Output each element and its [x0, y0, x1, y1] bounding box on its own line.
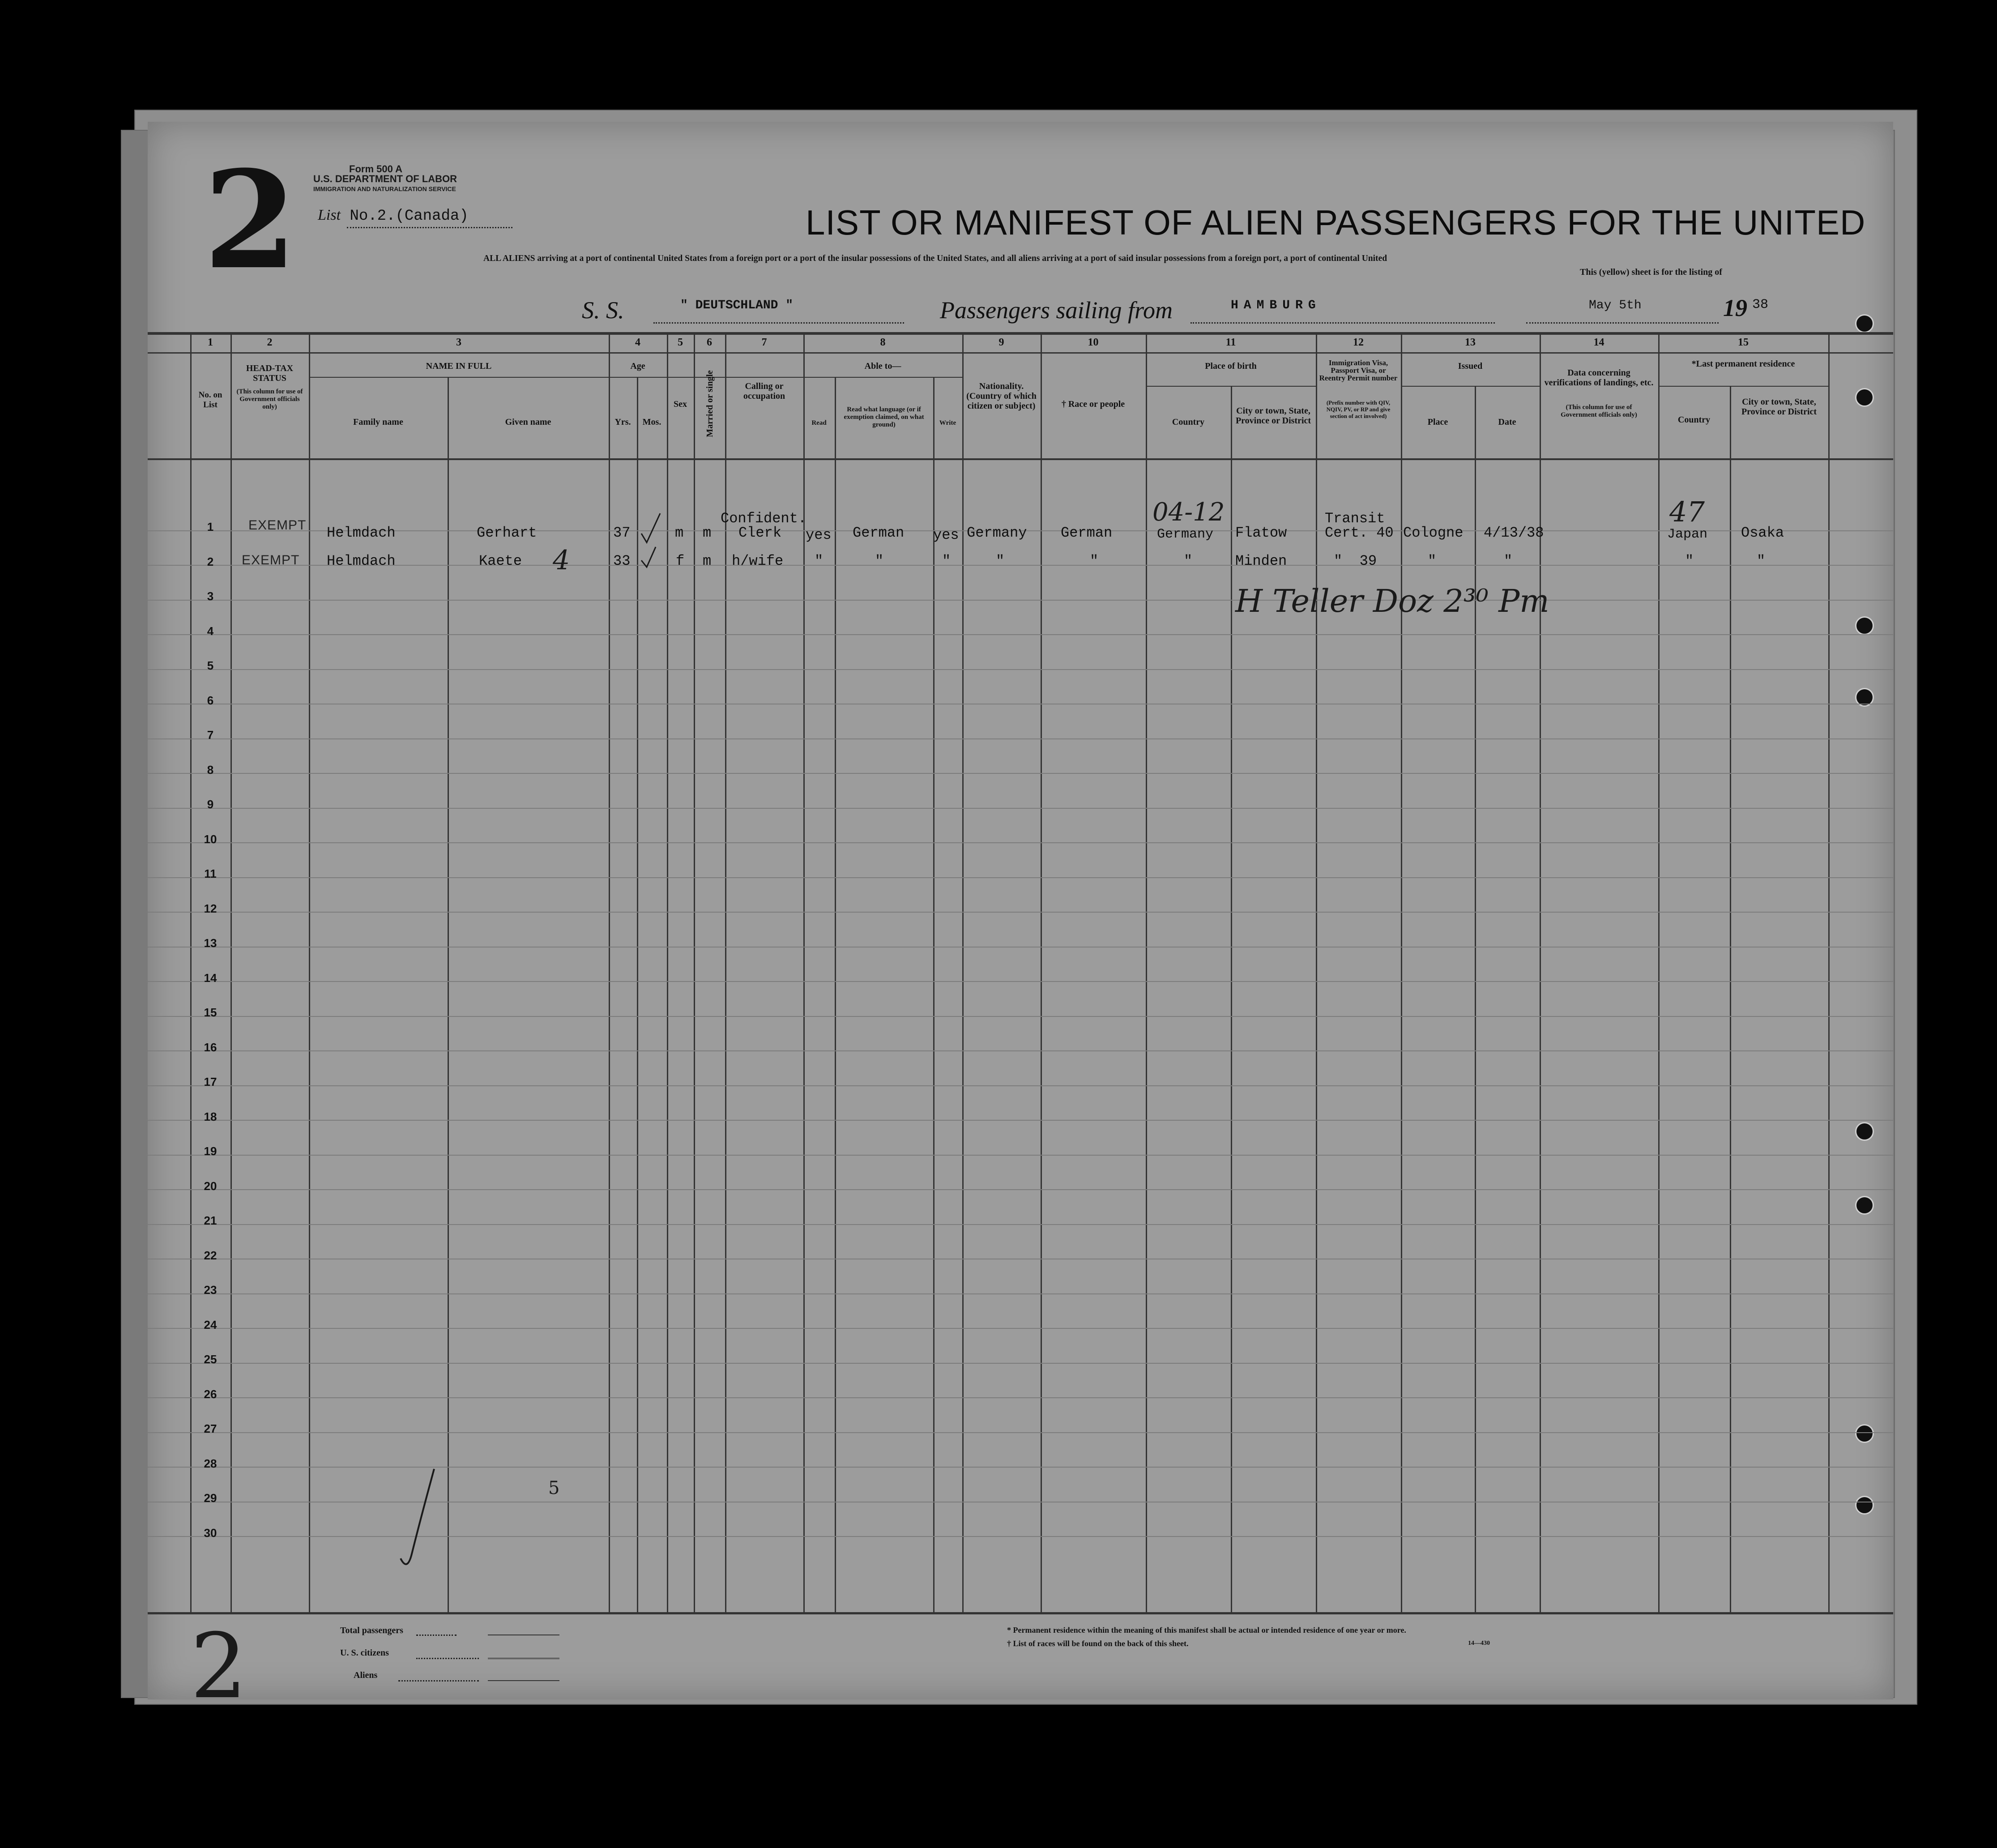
age-years: 33	[613, 553, 631, 569]
row-number: 26	[204, 1387, 217, 1401]
hdr-data-concerning: Data concerning verifications of landings, etc.	[1544, 368, 1654, 388]
colnum-divider	[148, 352, 1893, 354]
hdr-issued: Issued	[1458, 361, 1483, 371]
row-number: 14	[204, 971, 217, 985]
hdr-read-language: Read what language (or if exemption claimed, on what ground)	[844, 406, 924, 428]
can-write: yes	[933, 527, 959, 543]
check-mark-icon	[638, 511, 665, 547]
calling-line-1: Confident.	[721, 510, 807, 527]
hdr-head-tax-note: (This column for use of Government officials only)	[236, 388, 303, 410]
colnum-11: 11	[1225, 337, 1236, 348]
issued-subheader-line	[1401, 386, 1540, 387]
colnum-1: 1	[208, 337, 213, 348]
col-divider	[1475, 386, 1476, 1612]
can-write: "	[942, 553, 951, 569]
big-page-number: 2	[204, 141, 297, 299]
calling-line-2: Clerk	[738, 525, 782, 541]
row-number: 19	[204, 1144, 217, 1158]
row-line	[148, 738, 1893, 739]
family-name: Helmdach	[327, 525, 396, 541]
given-name-mark: 4	[553, 545, 570, 576]
row-line	[148, 1397, 1893, 1398]
ss-label: S. S.	[582, 297, 624, 324]
row-number: 23	[204, 1283, 217, 1297]
hdr-yrs: Yrs.	[614, 417, 631, 427]
list-label: List	[318, 207, 341, 223]
table-bottom-border	[148, 1612, 1893, 1614]
punch-hole	[1855, 314, 1874, 333]
hdr-res-city: City or town, State, Province or District	[1741, 397, 1817, 417]
colnum-13: 13	[1465, 337, 1476, 348]
nationality: Germany	[967, 525, 1027, 541]
read-language: German	[853, 525, 905, 541]
race: "	[1090, 553, 1099, 569]
age-years: 37	[613, 525, 631, 541]
ship-name: " DEUTSCHLAND "	[680, 299, 794, 312]
col-divider	[1316, 332, 1317, 1612]
row-number: 7	[207, 728, 214, 742]
hdr-issued-place: Place	[1427, 417, 1448, 427]
manifest-sheet	[148, 122, 1893, 1719]
footnote-races: † List of races will be found on the back of this sheet.	[1007, 1639, 1189, 1648]
nationality: "	[996, 553, 1005, 569]
col-divider	[835, 377, 836, 1612]
col-divider	[230, 332, 232, 1612]
col-divider	[309, 332, 310, 1612]
colnum-2: 2	[267, 337, 273, 348]
check-mark-icon	[638, 545, 665, 572]
col-divider	[1658, 332, 1660, 1612]
col-divider	[962, 332, 964, 1612]
row-line	[148, 1120, 1893, 1121]
year-suffix: 38	[1752, 297, 1769, 312]
row-number: 8	[207, 763, 214, 777]
row-line	[148, 565, 1893, 566]
row-number: 25	[204, 1353, 217, 1366]
row-number: 13	[204, 936, 217, 950]
col-divider	[933, 377, 934, 1612]
row-number: 3	[207, 589, 214, 603]
row-line	[148, 1432, 1893, 1433]
page-title: LIST OR MANIFEST OF ALIEN PASSENGERS FOR THE UNITED	[806, 203, 1866, 242]
visa-line-1: " 39	[1334, 553, 1377, 569]
sailing-date: May 5th	[1589, 299, 1642, 312]
married-status: m	[703, 553, 712, 569]
hdr-read: Read	[811, 419, 827, 427]
aliens-value-line	[488, 1680, 559, 1681]
can-read: "	[815, 553, 824, 569]
service-name: IMMIGRATION AND NATURALIZATION SERVICE	[313, 185, 456, 192]
birth-country: "	[1184, 553, 1193, 569]
hdr-able-to: Able to—	[864, 361, 901, 371]
hdr-no-on-list: No. on List	[198, 390, 222, 410]
col-divider	[1041, 332, 1042, 1612]
hdr-issued-date: Date	[1498, 417, 1516, 427]
colnum-5: 5	[678, 337, 683, 348]
list-value: No.2.(Canada)	[350, 208, 469, 225]
sex: m	[675, 525, 684, 541]
us-citizens-value-line	[488, 1658, 559, 1659]
footnote-residence: * Permanent residence within the meaning of this manifest shall be actual or intended residence of one year or more.	[1007, 1626, 1406, 1635]
page-mark: 2	[190, 1614, 247, 1719]
race: German	[1061, 525, 1113, 541]
hdr-family-name: Family name	[353, 417, 403, 427]
total-passengers-label: Total passengers	[340, 1626, 403, 1635]
given-name: Kaete	[479, 553, 522, 569]
colnum-4: 4	[635, 337, 640, 348]
col-divider	[694, 332, 695, 1612]
col-divider	[1540, 332, 1541, 1612]
hdr-given-name: Given name	[505, 417, 551, 427]
hdr-place-of-birth: Place of birth	[1205, 361, 1257, 371]
department-name: U.S. DEPARTMENT OF LABOR	[313, 173, 457, 184]
col-divider	[1401, 332, 1402, 1612]
ship-underline	[653, 322, 904, 324]
row-number: 6	[207, 693, 214, 707]
calling-line-1: h/wife	[732, 553, 784, 569]
row-number: 18	[204, 1110, 217, 1123]
date-underline	[1526, 322, 1719, 324]
sailing-label: Passengers sailing from	[940, 297, 1173, 324]
total-passengers-line	[416, 1635, 457, 1636]
row-line	[148, 981, 1893, 982]
colnum-10: 10	[1088, 337, 1099, 348]
row-number: 10	[204, 832, 217, 846]
name-subheader-line	[309, 377, 828, 378]
hdr-res-country: Country	[1677, 415, 1711, 425]
row-line	[148, 912, 1893, 913]
row-number: 2	[207, 555, 214, 568]
hdr-sex: Sex	[674, 399, 687, 409]
col-divider	[1730, 386, 1731, 1612]
row-number: 22	[204, 1248, 217, 1262]
hdr-married: Married or single	[705, 370, 715, 437]
residence-subheader-line	[1658, 386, 1828, 387]
row-line	[148, 1224, 1893, 1225]
check-mark-icon	[398, 1464, 439, 1572]
married-status: m	[703, 525, 712, 541]
hdr-data-note: (This column for use of Government officials only)	[1561, 404, 1637, 418]
us-citizens-line	[416, 1658, 479, 1659]
row-number: 20	[204, 1179, 217, 1193]
row-line	[148, 634, 1893, 635]
aliens-label: Aliens	[354, 1670, 378, 1680]
row-number: 5	[207, 659, 214, 672]
issued-place: Cologne	[1403, 525, 1464, 541]
row-line	[148, 808, 1893, 809]
colnum-12: 12	[1353, 337, 1364, 348]
hdr-age: Age	[630, 361, 645, 371]
row-number: 16	[204, 1040, 217, 1054]
row-number: 21	[204, 1214, 217, 1227]
manifest-table	[148, 332, 1893, 1614]
colnum-15: 15	[1738, 337, 1749, 348]
colnum-14: 14	[1593, 337, 1604, 348]
row-line	[148, 1050, 1893, 1051]
hdr-name-in-full: NAME IN FULL	[426, 361, 492, 371]
hdr-visa-note: (Prefix number with QIV, NQIV, PV, or RP and give section of act involved)	[1326, 399, 1391, 419]
row-line	[148, 842, 1893, 843]
row-number: 27	[204, 1422, 217, 1435]
row-number: 4	[207, 624, 214, 638]
col-divider	[667, 332, 668, 1612]
us-citizens-label: U. S. citizens	[340, 1648, 389, 1658]
subtitle-1: ALL ALIENS arriving at a port of continental United States from a foreign port or a port of the insular possessions of the United States, and all aliens arriving at a port of said insular possessions from a foreign port, a port of continental United	[483, 254, 1387, 263]
col-divider	[1231, 386, 1232, 1612]
issued-date: 4/13/38	[1484, 525, 1544, 541]
col-divider	[1146, 332, 1147, 1612]
read-language: "	[875, 553, 884, 569]
head-tax-status: EXEMPT	[242, 553, 300, 568]
row-number: 24	[204, 1318, 217, 1332]
row-line	[148, 1189, 1893, 1190]
sex: f	[676, 553, 685, 569]
row-line	[148, 1016, 1893, 1017]
hdr-birth-country: Country	[1172, 417, 1205, 427]
residence-city: Osaka	[1741, 525, 1784, 541]
row-line	[148, 1363, 1893, 1364]
issued-place: "	[1428, 553, 1437, 569]
department-block	[313, 164, 457, 194]
hdr-birth-city: City or town, State, Province or District	[1235, 406, 1311, 426]
row-line	[148, 1155, 1893, 1156]
birth-country: Germany	[1157, 527, 1214, 542]
residence-code-annotation: 47	[1669, 495, 1705, 528]
row-number: 11	[204, 867, 217, 880]
colnum-8: 8	[880, 337, 886, 348]
hdr-race: † Race or people	[1061, 399, 1125, 409]
row-line	[148, 1293, 1893, 1294]
row-line	[148, 1085, 1893, 1086]
visa-line-2: Cert. 40	[1325, 525, 1394, 541]
residence-country: "	[1685, 553, 1694, 569]
hdr-visa: Immigration Visa, Passport Visa, or Reentry Permit number	[1319, 359, 1398, 382]
row-line	[148, 669, 1893, 670]
colnum-9: 9	[998, 337, 1004, 348]
row-line	[148, 600, 1893, 601]
row-number: 9	[207, 798, 214, 811]
aliens-line	[398, 1680, 479, 1682]
row-number: 1	[207, 520, 214, 533]
form-number: Form 500 A	[349, 163, 403, 175]
hdr-mos: Mos.	[642, 417, 661, 427]
row-number: 15	[204, 1006, 217, 1019]
row-line	[148, 773, 1893, 774]
hdr-last-residence: *Last permanent residence	[1691, 359, 1795, 369]
table-top-border	[148, 332, 1893, 335]
hdr-nationality: Nationality. (Country of which citizen or subject)	[966, 381, 1037, 411]
port-underline	[1191, 322, 1495, 324]
row-line	[148, 877, 1893, 878]
count-mark: 5	[548, 1478, 560, 1498]
row-line	[148, 1328, 1893, 1329]
row-number: 17	[204, 1075, 217, 1088]
col-divider	[1828, 332, 1830, 1612]
residence-country: Japan	[1667, 527, 1708, 542]
birth-code-annotation: 04-12	[1152, 498, 1225, 527]
able-subheader-line	[803, 377, 962, 378]
residence-city: "	[1757, 553, 1766, 569]
row-number: 28	[204, 1456, 217, 1470]
visa-line-1: Transit	[1325, 510, 1385, 527]
row-number: 30	[204, 1526, 217, 1540]
colnum-3: 3	[456, 337, 461, 348]
year-prefix: 19	[1723, 294, 1747, 321]
birth-city: Minden	[1235, 553, 1287, 569]
colnum-7: 7	[761, 337, 767, 348]
hdr-head-tax: HEAD-TAX STATUS	[246, 363, 294, 383]
colnum-6: 6	[707, 337, 712, 348]
row3-handwritten-note: H Teller Doz 2³⁰ Pm	[1235, 583, 1549, 619]
issued-date: "	[1504, 553, 1513, 569]
hdr-write: Write	[939, 419, 956, 427]
row-number: 12	[204, 901, 217, 915]
form-code: 14—430	[1468, 1640, 1490, 1647]
departure-port: HAMBURG	[1231, 299, 1321, 312]
family-name: Helmdach	[327, 553, 396, 569]
head-tax-status: EXEMPT	[248, 518, 307, 533]
list-underline	[347, 227, 512, 228]
subtitle-2: This (yellow) sheet is for the listing of	[1580, 267, 1722, 277]
can-read: yes	[806, 527, 832, 543]
col-divider	[609, 332, 610, 1612]
col-divider	[448, 377, 449, 1612]
list-number	[318, 207, 469, 225]
birth-city: Flatow	[1235, 525, 1287, 541]
given-name: Gerhart	[477, 525, 537, 541]
hdr-calling: Calling or occupation	[743, 381, 785, 401]
header-bottom	[148, 458, 1893, 460]
row-number: 29	[204, 1491, 217, 1505]
